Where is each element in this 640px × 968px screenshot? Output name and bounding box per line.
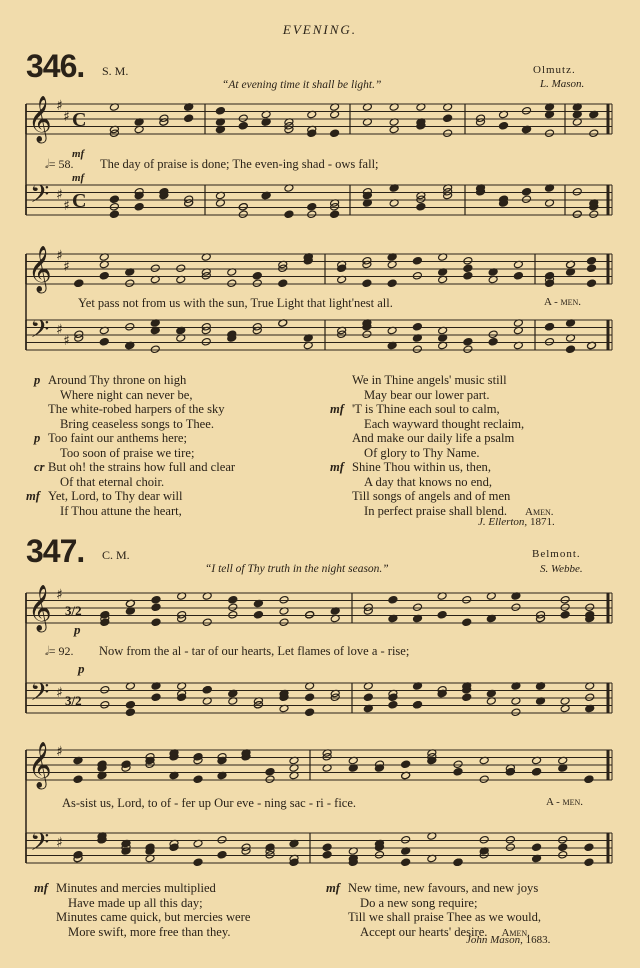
hymn-346-verses-left: p Around Thy throne on high Where night can never be, The white-robed harpers of the sky Bring ceaseless songs to Thee. p Too faint our anthems here; Too soon of praise we tire; cr But oh! the strains how full and clear Of that eternal choir. mf Yet, Lord, to Thy dear will If Thou attune the heart, xyxy=(26,373,236,518)
hymn-346-system-1-bass-note xyxy=(238,210,248,219)
hymn-346-system-2-treble-note xyxy=(99,271,109,280)
hymn-346-system-1-bass-note xyxy=(522,195,532,204)
hymn-347-system-1-key-sharp-icon: ♯ xyxy=(56,587,63,603)
hymn-347-system-1-treble-note xyxy=(151,618,161,627)
hymn-347-system-1-treble-note xyxy=(151,595,161,604)
hymn-346-system-2-key-sharp-icon: ♯ xyxy=(63,333,70,349)
hymn-346-system-2-treble-note xyxy=(227,279,237,288)
hymn-346-system-2-bass-note xyxy=(150,345,160,354)
hymn-347-lyric-2: As-sist us, Lord, to of - fer up Our eve - ning sac - ri - fice. xyxy=(62,796,357,810)
hymn-347-system-2-bass-clef-icon: 𝄢 xyxy=(30,828,50,863)
hymn-347-system-1-treble-note xyxy=(413,603,423,612)
hymn-346-system-2-bass-note xyxy=(463,345,473,354)
hymn-346-system-1-bass-clef-icon: 𝄢 xyxy=(30,180,50,215)
hymn-346-system-2-key-sharp-icon: ♯ xyxy=(56,248,63,264)
hymn-347-motto: “I tell of Thy truth in the night season.” xyxy=(205,563,389,575)
hymn-347-system-1-bass-note xyxy=(363,693,373,702)
hymn-346-system-2-treble-note xyxy=(252,271,262,280)
hymn-346-system-1-treble-note xyxy=(545,129,555,138)
hymn-347-system-1-treble-note xyxy=(202,618,212,627)
hymn-346-system-2-bass-note xyxy=(463,337,473,346)
hymn-346-system-2-treble-note xyxy=(513,271,523,280)
hymn-347-system-2-bass-note xyxy=(265,843,275,852)
hymn-346-meter: S. M. xyxy=(102,64,129,78)
hymn-346-system-2-treble-note xyxy=(176,264,186,273)
hymn-346-system-1-treble-note xyxy=(184,114,194,123)
hymn-347-system-1-treble-note xyxy=(462,595,472,604)
hymn-346-system-1-treble-note xyxy=(330,129,340,138)
hymn-346-system-1-key-sharp-icon: ♯ xyxy=(63,109,70,125)
hymn-346-system-1-bass-note xyxy=(184,195,194,204)
hymn-347-system-2-treble-note xyxy=(73,775,83,784)
hymn-347-system-2-treble-note xyxy=(265,767,275,776)
hymn-346-system-2-treble-note xyxy=(412,256,422,265)
hymn-347-system-1-bass-note xyxy=(388,700,398,709)
hymn-346-tune: Olmutz. xyxy=(533,64,576,76)
hymn-347-system-2-treble-note xyxy=(193,775,203,784)
hymn-346-system-2-treble-note xyxy=(412,271,422,280)
hymn-347-dynamic-bass: p xyxy=(78,661,85,676)
hymn-347-system-2-bass-note xyxy=(265,850,275,859)
hymn-347-system-2-bass-note xyxy=(217,835,227,844)
hymn-347-lyric-1: Now from the al - tar of our hearts, Let flames of love a - rise; xyxy=(99,644,410,658)
hymn-347-system-2-bass-note xyxy=(584,843,594,852)
hymn-347-system-2-bass-note xyxy=(401,835,411,844)
hymn-347-system-1-bass-note xyxy=(125,700,135,709)
hymn-347-system-2-bass-note xyxy=(558,843,568,852)
hymn-346-system-1-bass-note xyxy=(307,202,317,211)
hymn-347-system-1-bass-note xyxy=(177,693,187,702)
hymn-346-system-1-key-sharp-icon: ♯ xyxy=(56,98,63,114)
hymn-346-system-1-bass-note xyxy=(330,202,340,211)
hymn-347-system-2-treble-note xyxy=(265,775,275,784)
hymn-347-system-1-bass-note xyxy=(305,693,315,702)
hymn-347-system-1-treble-note xyxy=(462,618,472,627)
hymn-346-system-1-bass-note xyxy=(238,202,248,211)
hymn-346-system-1-bass-note xyxy=(134,202,144,211)
hymn-346-system-2-treble-note xyxy=(362,279,372,288)
hymn-347-system-2-bass-note xyxy=(558,835,568,844)
hymn-347-system-1-treble-note xyxy=(560,603,570,612)
hymn-347-system-1-treble-note xyxy=(363,603,373,612)
hymn-346-system-2-treble-clef-icon: 𝄞 xyxy=(28,246,52,292)
hymn-347-system-1-bass-note xyxy=(585,693,595,702)
hymn-346-system-1-key-sharp-icon: ♯ xyxy=(63,198,70,214)
hymn-346-motto: “At evening time it shall be light.” xyxy=(222,79,382,91)
hymn-346-system-1-bass-note xyxy=(572,187,582,196)
hymn-347-verses-right: mf New time, new favours, and new joys Do a new song require; Till we shall praise Thee as we would, Accept our hearts' desire. Amen. xyxy=(326,881,542,939)
hymn-346-system-1-treble-note xyxy=(443,114,453,123)
hymn-346-system-2-treble-note xyxy=(387,279,397,288)
hymn-346-number: 346. xyxy=(26,48,85,84)
hymn-346-system-2-treble-note xyxy=(125,279,135,288)
hymn-347-system-1-bass-note xyxy=(330,693,340,702)
hymn-346-system-1-bass-note xyxy=(109,202,119,211)
hymn-346-system-2-bass-note xyxy=(99,337,109,346)
hymn-347-system-2-bass-note xyxy=(505,835,515,844)
hymn-346-amen-sung: A - men. xyxy=(544,296,582,308)
hymn-347-system-1-bass-note xyxy=(100,700,110,709)
hymn-346-system-2-bass-note xyxy=(488,337,498,346)
hymn-346-system-1-treble-note xyxy=(522,106,532,115)
hymn-346-system-2-treble-note xyxy=(587,264,597,273)
hymn-346-system-2-bass-note xyxy=(201,337,211,346)
hymn-347-system-2-treble-note xyxy=(532,767,542,776)
hymn-347-system-2-bass-note xyxy=(374,850,384,859)
hymn-346-system-2-key-sharp-icon: ♯ xyxy=(63,259,70,275)
hymn-346-system-2-bass-note xyxy=(566,345,576,354)
hymn-347-system-1-time-signature: 3/2 xyxy=(65,603,82,618)
hymn-347-system-1-bass-note xyxy=(151,693,161,702)
hymn-347-system-1-bass-note xyxy=(305,708,315,717)
hymn-347-system-2-bass-note xyxy=(217,850,227,859)
hymn-347-system-1-time-signature: 3/2 xyxy=(65,693,82,708)
hymn-347-system-1-bass-note xyxy=(202,685,212,694)
hymn-347-system-2-bass-note xyxy=(584,858,594,867)
hymn-347-system-2-bass-note xyxy=(453,858,463,867)
hymn-346-system-2-treble-note xyxy=(252,279,262,288)
hymn-346-system-2-treble-note xyxy=(463,256,473,265)
hymn-347-system-1-bass-note xyxy=(388,693,398,702)
hymn-347-system-1-treble-note xyxy=(228,610,238,619)
hymn-347-amen-sung: A - men. xyxy=(546,796,584,808)
hymn-346-system-2-bass-note xyxy=(412,345,422,354)
hymn-347-system-2-treble-note xyxy=(479,775,489,784)
hymn-346-dynamic-bass: mf xyxy=(72,172,85,184)
hymn-346-system-1-bass-note xyxy=(284,210,294,219)
half-note-icon: 𝅗𝅥 xyxy=(45,644,49,658)
hymn-346-system-1-time-signature: C xyxy=(72,190,87,212)
hymn-347-system-2-treble-note xyxy=(401,760,411,769)
hymn-346-system-1-bass-note xyxy=(330,210,340,219)
hymn-347-system-1-treble-clef-icon: 𝄞 xyxy=(28,585,52,631)
hymn-347-system-2-bass-note xyxy=(401,858,411,867)
hymn-347-system-1-treble-note xyxy=(305,610,315,619)
hymn-347-dynamic-treble: p xyxy=(74,622,81,637)
hymn-346-tempo: 𝅗𝅥= 58. xyxy=(45,157,74,171)
page-header: EVENING. xyxy=(282,22,358,37)
hymn-346-system-2-bass-note xyxy=(362,330,372,339)
hymn-347-system-2-treble-note xyxy=(584,775,594,784)
hymn-346-system-2-bass-note xyxy=(252,322,262,331)
hymn-347-system-1-treble-note xyxy=(279,595,289,604)
hymn-347-meter: C. M. xyxy=(102,548,130,562)
hymn-347-system-1-key-sharp-icon: ♯ xyxy=(56,685,63,701)
hymn-347-system-2-bass-note xyxy=(322,850,332,859)
hymn-347-system-2-bass-note xyxy=(193,858,203,867)
hymn-347-system-2-treble-note xyxy=(193,752,203,761)
hymn-346-system-2-treble-note xyxy=(463,264,473,273)
hymn-347-system-1-treble-note xyxy=(177,610,187,619)
hymn-346-system-2-treble-note xyxy=(587,256,597,265)
hymn-347-system-2-bass-note xyxy=(505,843,515,852)
hymn-347-tune: Belmont. xyxy=(532,548,581,560)
hymn-346-system-2-bass-clef-icon: 𝄢 xyxy=(30,315,50,350)
hymn-347-verses-left: mf Minutes and mercies multiplied Have made up all this day; Minutes came quick, but mercies were More swift, more free than they. xyxy=(34,881,251,939)
hymn-346-lyric-1: The day of praise is done; The even-ing shad - ows fall; xyxy=(100,157,379,171)
hymn-347-system-2-bass-note xyxy=(532,843,542,852)
hymn-347-system-2-key-sharp-icon: ♯ xyxy=(56,744,63,760)
hymn-347-system-1-treble-note xyxy=(228,603,238,612)
hymn-347-author: John Mason, 1683. xyxy=(466,934,551,946)
hymn-346-system-2-bass-note xyxy=(337,330,347,339)
hymn-346-system-1-bass-note xyxy=(109,195,119,204)
hymn-346-system-1-treble-note xyxy=(238,121,248,130)
hymn-346-system-1-treble-note xyxy=(215,106,225,115)
hymn-347-system-1-treble-note xyxy=(279,618,289,627)
hymn-347-system-1-treble-note xyxy=(228,595,238,604)
hymn-347-system-2-treble-note xyxy=(121,760,131,769)
hymn-347-system-1-bass-note xyxy=(511,708,521,717)
hymn-346-system-1-bass-note xyxy=(572,210,582,219)
hymn-346-system-1-bass-note xyxy=(416,202,426,211)
hymn-347-system-2-bass-note xyxy=(322,843,332,852)
hymn-347-system-1-treble-note xyxy=(560,595,570,604)
hymn-346-system-1-bass-note xyxy=(109,210,119,219)
hymn-346-system-2-key-sharp-icon: ♯ xyxy=(56,322,63,338)
hymn-346-system-1-treble-note xyxy=(499,121,509,130)
hymn-346-system-2-bass-note xyxy=(488,330,498,339)
hymn-346-system-2-treble-note xyxy=(587,279,597,288)
hymn-346-dynamic-treble: mf xyxy=(72,148,85,160)
hymn-346-system-1-treble-note xyxy=(443,129,453,138)
hymn-346-system-1-bass-note xyxy=(307,210,317,219)
hymn-347-system-1-treble-note xyxy=(511,603,521,612)
hymn-347-composer: S. Webbe. xyxy=(540,563,583,575)
hymn-346-system-1-treble-clef-icon: 𝄞 xyxy=(28,96,52,142)
hymn-346-system-1-treble-note xyxy=(238,114,248,123)
hymn-347-system-1-treble-note xyxy=(388,595,398,604)
hymn-346-system-2-treble-note xyxy=(463,271,473,280)
hymn-347-system-2-treble-note xyxy=(453,760,463,769)
hymn-347-system-2-key-sharp-icon: ♯ xyxy=(56,835,63,851)
hymn-346-system-1-bass-note xyxy=(589,210,599,219)
hymn-346-verses-right: We in Thine angels' music still May bear our lower part. mf 'T is Thine each soul to calm, Each wayward thought reclaim, And make our daily life a psalm Of glory to Thy Name. mf Shine Thou within us, then, A day that knows no end, Till songs of angels and of men In perfect praise shall blend. Amen. xyxy=(330,373,554,518)
hymn-347-system-1-treble-note xyxy=(151,603,161,612)
hymn-346-lyric-2: Yet pass not from us with the sun, True Light that light'nest all. xyxy=(78,296,393,310)
hymn-347-system-2-bass-note xyxy=(241,843,251,852)
hymn-347-system-2-bass-note xyxy=(558,850,568,859)
hymn-346-system-2-bass-note xyxy=(412,322,422,331)
hymn-346-system-2-bass-note xyxy=(545,337,555,346)
hymn-347-system-2-treble-clef-icon: 𝄞 xyxy=(28,742,52,788)
hymn-347-system-2-treble-note xyxy=(505,767,515,776)
hymn-346-system-1-bass-note xyxy=(522,187,532,196)
hymn-347-system-2-treble-note xyxy=(453,767,463,776)
hymn-346-system-2-treble-note xyxy=(150,264,160,273)
hymn-347-system-1-treble-note xyxy=(560,610,570,619)
hymn-347-system-2-bass-note xyxy=(479,835,489,844)
hymn-346-author: J. Ellerton, 1871. xyxy=(478,516,555,528)
hymn-346-system-2-bass-note xyxy=(545,322,555,331)
hymn-347-system-1-treble-note xyxy=(437,610,447,619)
hymn-346-system-2-treble-note xyxy=(278,279,288,288)
hymn-347-tempo: 𝅗𝅥= 92. xyxy=(45,644,74,658)
half-note-icon: 𝅗𝅥 xyxy=(45,157,49,171)
hymn-347-system-1-treble-note xyxy=(585,603,595,612)
hymn-346-system-1-treble-note xyxy=(589,129,599,138)
hymn-346-composer: L. Mason. xyxy=(540,78,585,90)
hymn-347-system-1-treble-note xyxy=(253,610,263,619)
hymn-346-system-1-time-signature: C xyxy=(72,109,87,131)
hymn-346-system-2-bass-note xyxy=(125,322,135,331)
hymn-347-system-1-bass-clef-icon: 𝄢 xyxy=(30,678,50,713)
hymn-347-system-1-bass-note xyxy=(125,708,135,717)
hymn-347-number: 347. xyxy=(26,533,85,569)
hymn-347-system-1-bass-note xyxy=(462,693,472,702)
hymn-346-system-1-key-sharp-icon: ♯ xyxy=(56,187,63,203)
hymn-347-system-1-bass-note xyxy=(253,700,263,709)
hymn-346-system-1-bass-note xyxy=(416,195,426,204)
hymn-347-system-1-bass-note xyxy=(100,685,110,694)
